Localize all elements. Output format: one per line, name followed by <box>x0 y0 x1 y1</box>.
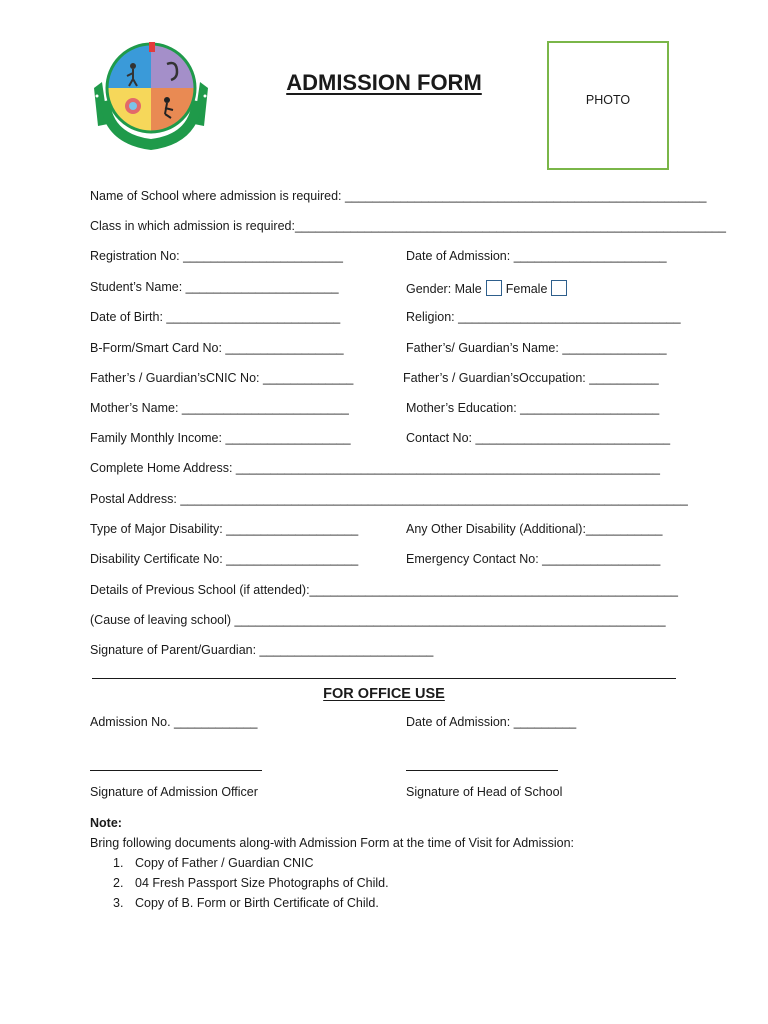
officer-signature-label: Signature of Admission Officer <box>90 785 258 799</box>
home-address-field[interactable]: Complete Home Address: _____________________________________________________________ <box>90 461 660 475</box>
mother-name-field[interactable]: Mother’s Name: ________________________ <box>90 401 349 415</box>
office-admission-no-field[interactable]: Admission No. ____________ <box>90 715 258 729</box>
religion-field[interactable]: Religion: ________________________________ <box>406 310 681 324</box>
major-disability-field[interactable]: Type of Major Disability: ___________________ <box>90 522 359 536</box>
office-use-title: FOR OFFICE USE <box>323 686 445 702</box>
note-intro: Bring following documents along-with Admission Form at the time of Visit for Admission: <box>90 836 575 850</box>
head-signature-label: Signature of Head of School <box>406 785 563 799</box>
certificate-field[interactable]: Disability Certificate No: ___________________ <box>90 552 359 566</box>
mother-education-field[interactable]: Mother’s Education: ____________________ <box>406 401 660 415</box>
emergency-contact-field[interactable]: Emergency Contact No: _________________ <box>406 552 661 566</box>
date-of-admission-field[interactable]: Date of Admission: ______________________ <box>406 249 667 263</box>
note-list-item <box>113 876 389 890</box>
note-list-item <box>113 856 314 870</box>
cause-leaving-field[interactable]: (Cause of leaving school) ______________________________________________________________ <box>90 613 666 627</box>
note-title: Note: <box>90 816 122 830</box>
father-cnic-field[interactable]: Father’s / Guardian’sCNIC No: _____________ <box>90 371 354 385</box>
note-item-number: 1. <box>113 856 124 870</box>
other-disability-field[interactable]: Any Other Disability (Additional):___________ <box>406 522 663 536</box>
note-list-item <box>113 896 379 910</box>
note-item-text: 04 Fresh Passport Size Photographs of Child. <box>135 876 389 890</box>
father-occupation-field[interactable]: Father’s / Guardian’sOccupation: __________ <box>403 371 659 385</box>
school-logo <box>88 40 214 154</box>
photo-label: PHOTO <box>585 93 631 107</box>
note-item-text: Copy of B. Form or Birth Certificate of Child. <box>135 896 379 910</box>
form-title: ADMISSION FORM <box>286 70 482 95</box>
section-divider <box>92 678 676 679</box>
gender-label: Gender: Male <box>406 282 482 296</box>
bform-field[interactable]: B-Form/Smart Card No: _________________ <box>90 341 344 355</box>
note-item-number: 3. <box>113 896 124 910</box>
dob-field[interactable]: Date of Birth: _________________________ <box>90 310 341 324</box>
office-date-of-admission-field[interactable]: Date of Admission: _________ <box>406 715 577 729</box>
postal-address-field[interactable]: Postal Address: _________________________________________________________________________ <box>90 492 688 506</box>
female-checkbox[interactable] <box>551 280 567 296</box>
student-name-field[interactable]: Student’s Name: ______________________ <box>90 280 339 294</box>
note-item-number: 2. <box>113 876 124 890</box>
previous-school-field[interactable]: Details of Previous School (if attended):_____________________________________________________ <box>90 583 679 597</box>
registration-no-field[interactable]: Registration No: _______________________ <box>90 249 343 263</box>
school-name-field[interactable]: Name of School where admission is required: ____________________________________________________ <box>90 189 707 203</box>
contact-field[interactable]: Contact No: ____________________________ <box>406 431 671 445</box>
class-field[interactable]: Class in which admission is required:______________________________________________________________ <box>90 219 726 233</box>
female-label: Female <box>505 282 548 296</box>
head-signature-line[interactable] <box>406 770 558 771</box>
note-item-text: Copy of Father / Guardian CNIC <box>135 856 314 870</box>
male-checkbox[interactable] <box>486 280 502 296</box>
gender-field <box>406 280 571 296</box>
officer-signature-line[interactable] <box>90 770 262 771</box>
income-field[interactable]: Family Monthly Income: __________________ <box>90 431 351 445</box>
father-name-field[interactable]: Father’s/ Guardian’s Name: _______________ <box>406 341 667 355</box>
parent-signature-field[interactable]: Signature of Parent/Guardian: _________________________ <box>90 643 434 657</box>
photo-box <box>547 41 669 170</box>
